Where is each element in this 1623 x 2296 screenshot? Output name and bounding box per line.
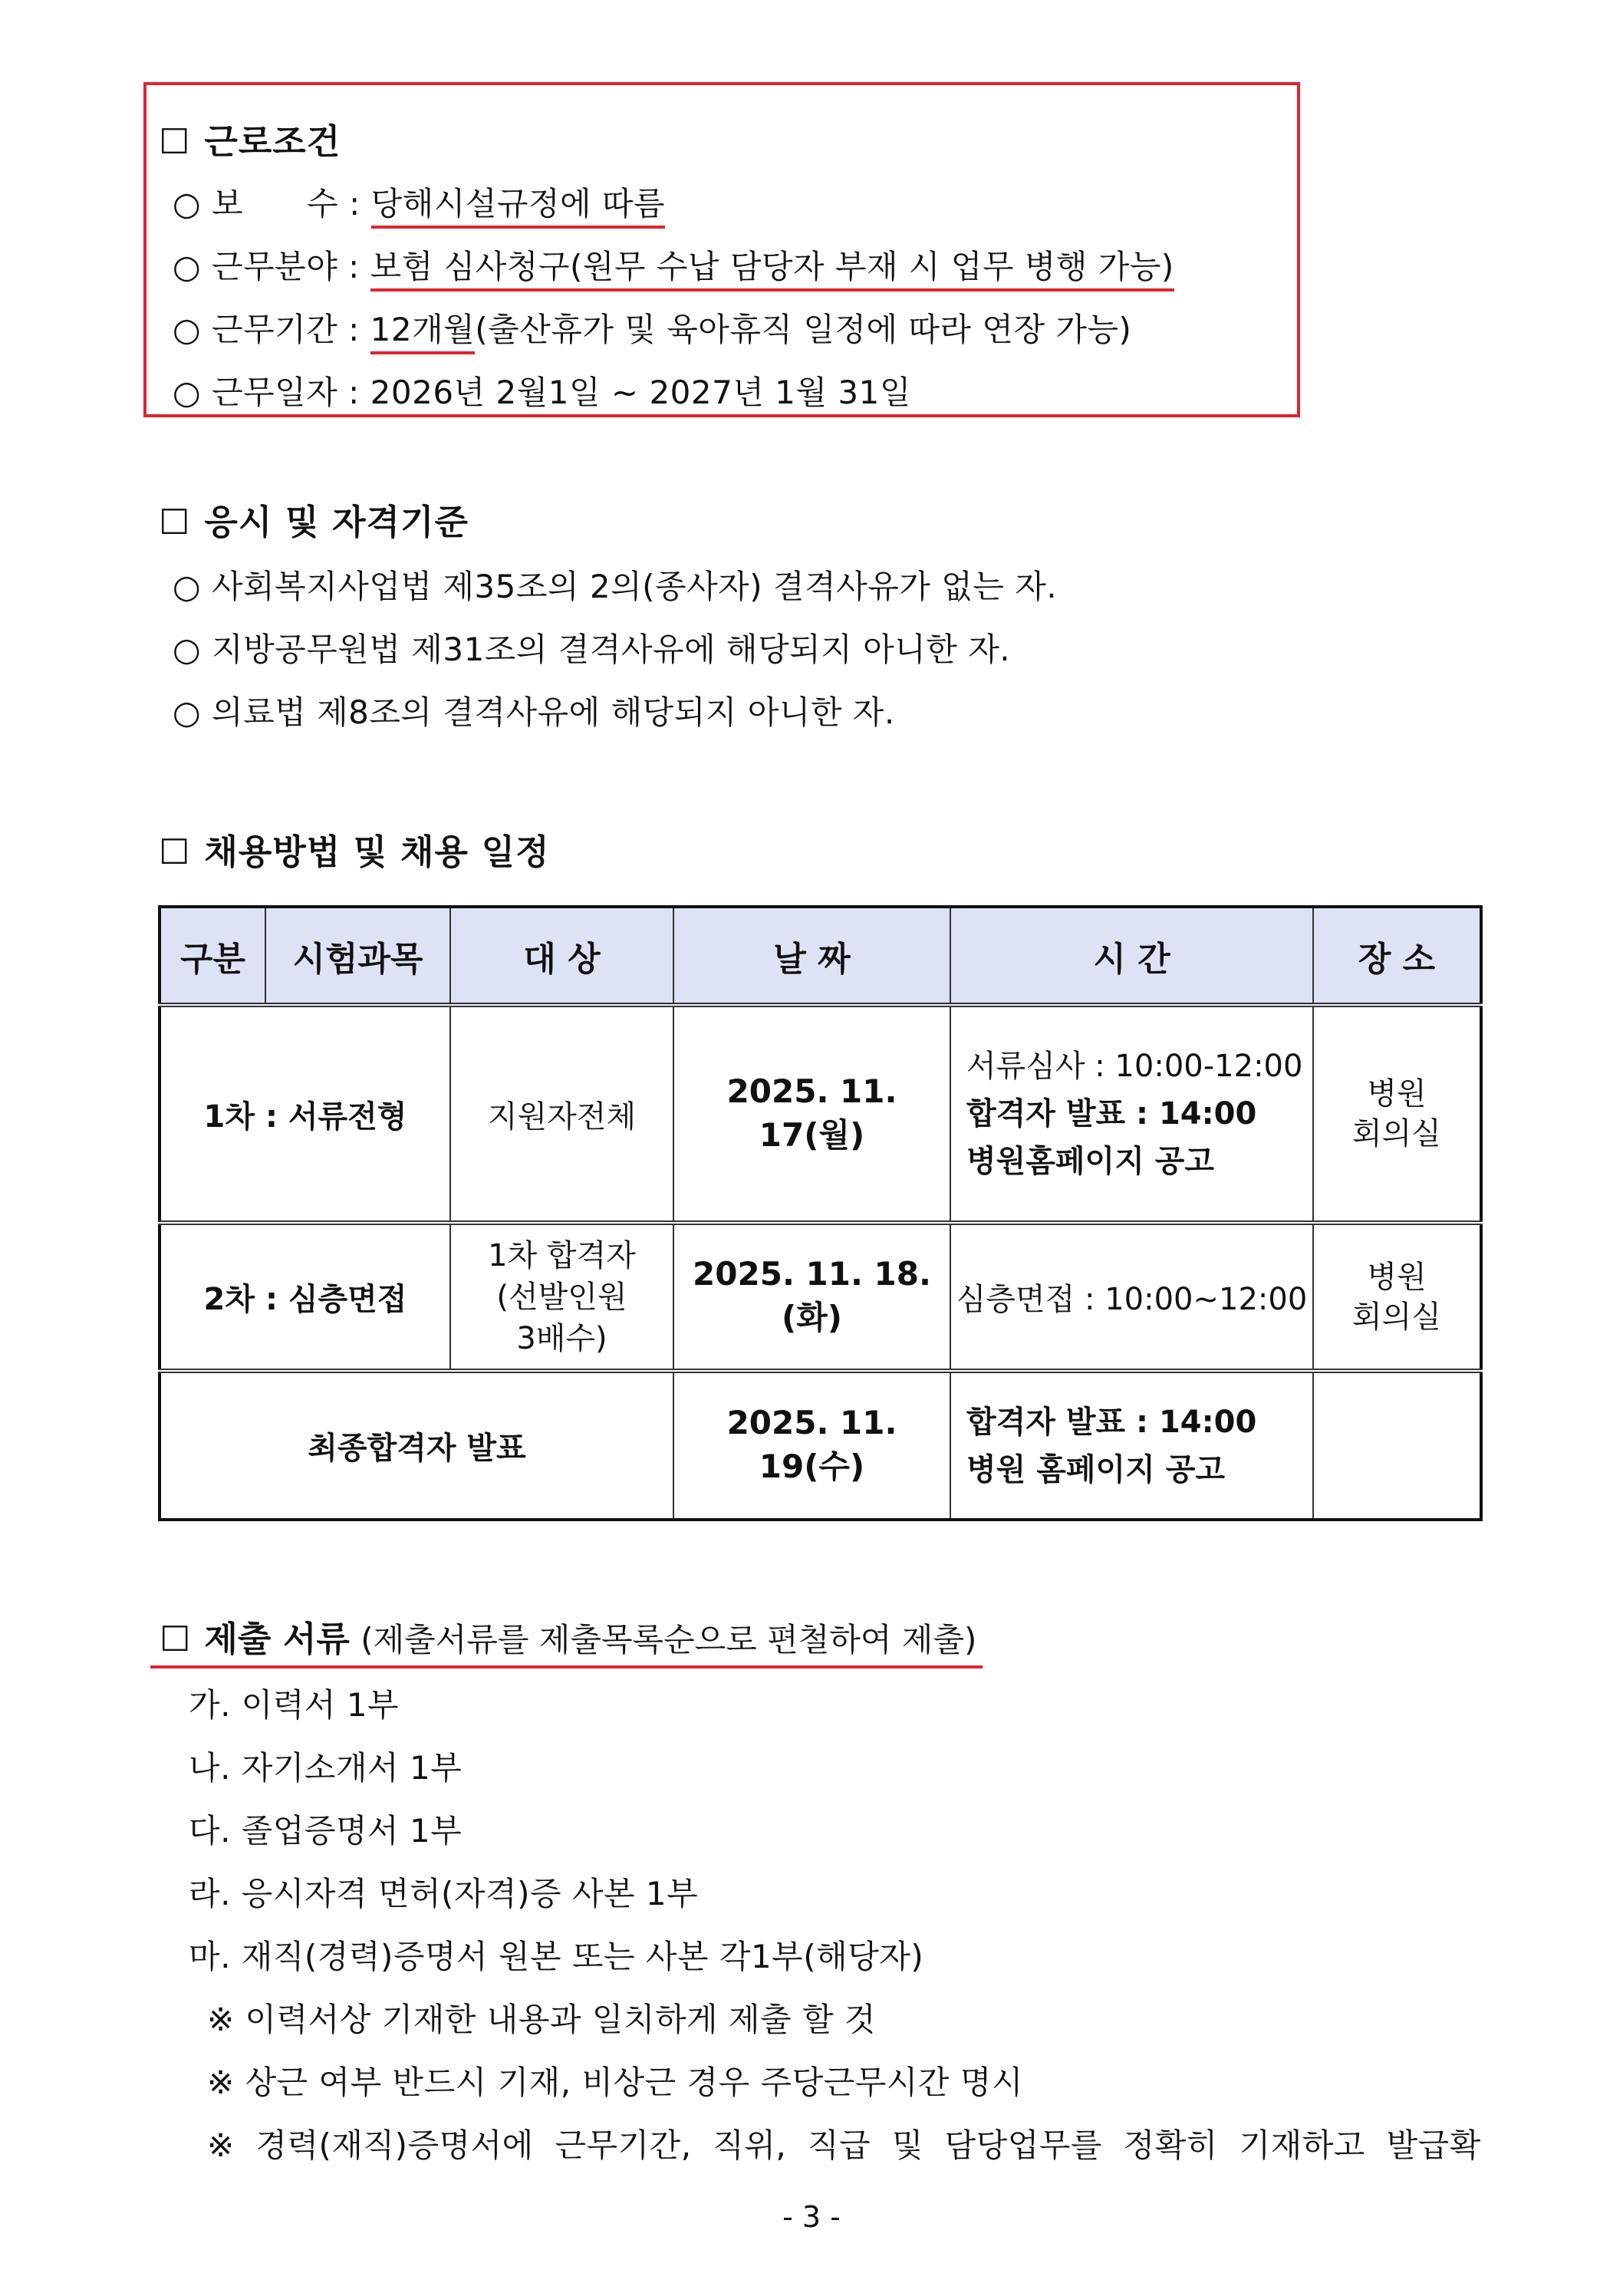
document-item: 라. 응시자격 면허(자격)증 사본 1부 [189,1875,699,1912]
work-condition-field: ○ 근무분야 : 보험 심사청구(원무 수납 담당자 부재 시 업무 병행 가능) [173,242,1174,288]
stage-cell: 2차 : 심층면접 [160,1223,450,1371]
square-bullet-icon: ☐ [159,121,191,162]
qualification-item: ○ 지방공무원법 제31조의 결격사유에 해당되지 아니한 자. [173,631,1011,668]
place-line: 회의실 [1352,1299,1441,1335]
place-cell [1313,1005,1481,1223]
header-subject: 시험과목 [265,907,450,1005]
square-bullet-icon: ☐ [159,832,191,872]
table-row [160,1223,1481,1371]
place-line: 병원 [1367,1076,1427,1112]
header-category: 구분 [160,907,265,1005]
documents-heading-note: (제출서류를 제출목록순으로 편철하여 제출) [360,1621,977,1659]
page-number: - 3 - [782,2200,841,2234]
qualifications-heading: ☐ 응시 및 자격기준 [159,502,469,542]
place-line: 회의실 [1352,1116,1441,1151]
document-note: ※ 상근 여부 반드시 기재, 비상근 경우 주당근무시간 명시 [207,2064,1023,2101]
time-line: 병원 홈페이지 공고 [966,1451,1225,1487]
table-row [160,1005,1481,1223]
document-item: 마. 재직(경력)증명서 원본 또는 사본 각1부(해당자) [189,1938,924,1975]
time-cell [950,1371,1313,1520]
work-conditions-heading: ☐ 근로조건 [159,121,341,162]
place-line: 병원 [1367,1259,1427,1295]
stage-cell: 최종합격자 발표 [160,1371,673,1520]
work-condition-dates: ○ 근무일자 : 2026년 2월1일 ~ 2027년 1월 31일 [173,374,911,411]
documents-heading: ☐ 제출 서류 (제출서류를 제출목록순으로 편철하여 제출) [150,1611,983,1668]
target-line: 1차 합격자 [488,1237,636,1273]
schedule-table [158,905,1483,1521]
table-row [160,1371,1481,1520]
header-date: 날 짜 [673,907,950,1005]
document-note: ※ 경력(재직)증명서에 근무기간, 직위, 직급 및 담당업무를 정확히 기재하고 발급확 [207,2126,1481,2164]
schedule-heading: ☐ 채용방법 및 채용 일정 [159,832,550,872]
work-condition-pay: ○ 보 수 : 당해시설규정에 따름 [173,179,665,225]
document-item: 다. 졸업증명서 1부 [189,1812,463,1850]
work-condition-period: ○ 근무기간 : 12개월(출산휴가 및 육아휴직 일정에 따라 연장 가능) [173,305,1131,351]
table-header-row [160,907,1481,1005]
header-target: 대 상 [450,907,673,1005]
target-cell [450,1223,673,1371]
date-cell: 2025. 11. 18.(화) [673,1223,950,1371]
place-cell [1313,1371,1481,1520]
time-cell: 심층면접 : 10:00~12:00 [950,1223,1313,1371]
qualification-item: ○ 의료법 제8조의 결격사유에 해당되지 아니한 자. [173,693,895,731]
qualification-item: ○ 사회복지사업법 제35조의 2의(종사자) 결격사유가 없는 자. [173,568,1058,605]
header-time: 시 간 [950,907,1313,1005]
document-note: ※ 이력서상 기재한 내용과 일치하게 제출 할 것 [207,2001,876,2038]
stage-cell: 1차 : 서류전형 [160,1005,450,1223]
date-cell: 2025. 11. 17(월) [673,1005,950,1223]
header-place: 장 소 [1313,907,1481,1005]
time-line: 합격자 발표 : 14:00 [966,1096,1257,1132]
target-line: 3배수) [516,1320,607,1356]
date-cell: 2025. 11. 19(수) [673,1371,950,1520]
time-cell [950,1005,1313,1223]
target-line: (선발인원 [496,1279,627,1315]
target-cell: 지원자전체 [450,1005,673,1223]
document-item: 가. 이력서 1부 [189,1686,400,1724]
square-bullet-icon: ☐ [159,502,191,542]
document-item: 나. 자기소개서 1부 [189,1749,463,1787]
time-line: 합격자 발표 : 14:00 [966,1404,1257,1440]
time-line: 병원홈페이지 공고 [966,1144,1215,1179]
time-line: 서류심사 : 10:00-12:00 [966,1049,1303,1084]
square-bullet-icon: ☐ [160,1619,191,1659]
place-cell [1313,1223,1481,1371]
